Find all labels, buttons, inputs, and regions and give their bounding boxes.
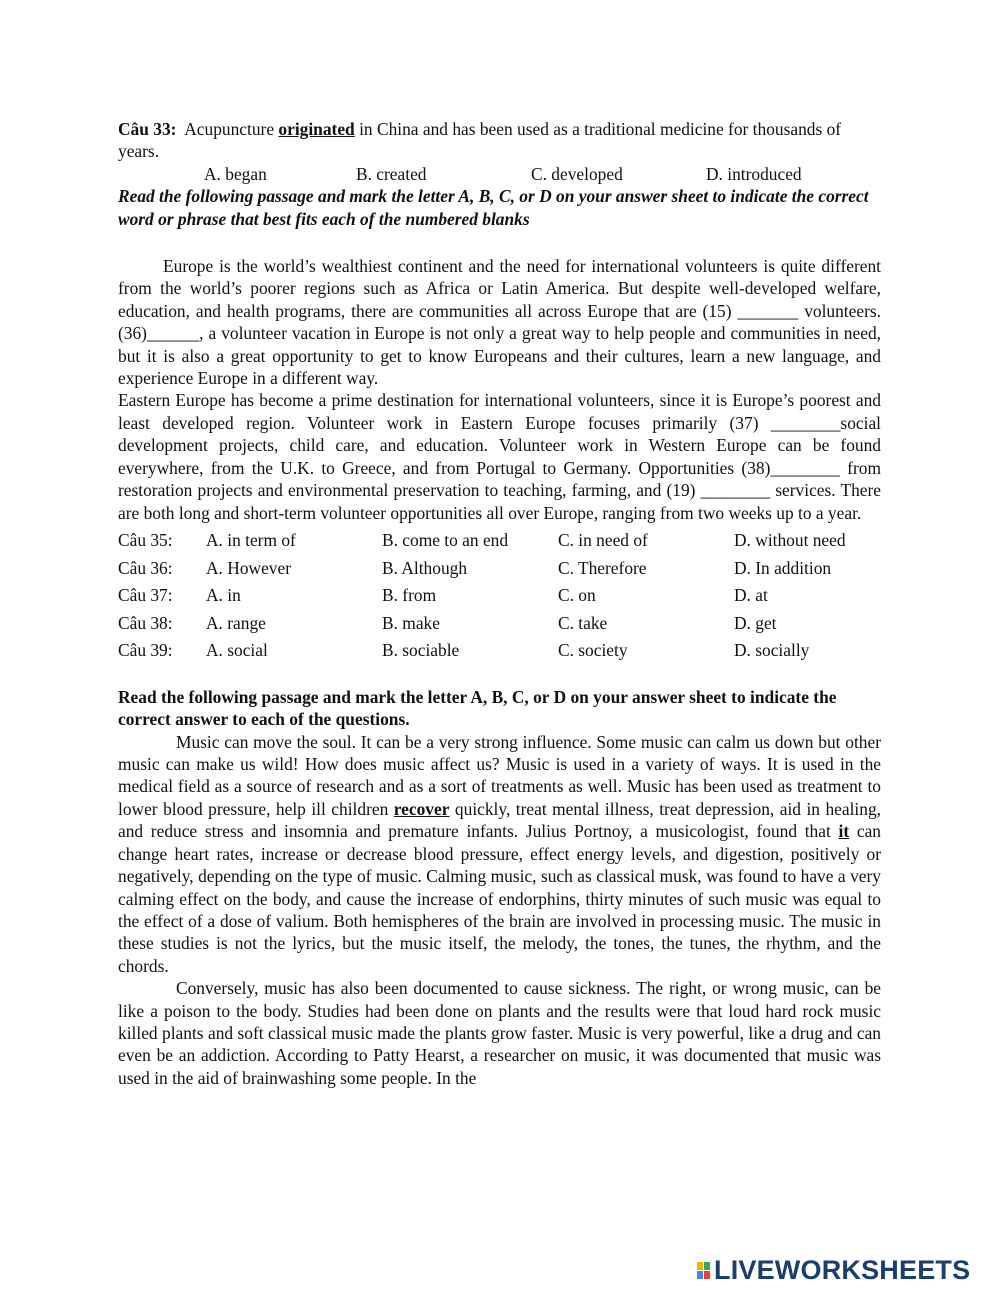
liveworksheets-logo [697,1253,970,1287]
question-35-option-a[interactable]: A. in term of [206,530,296,551]
question-35-option-d[interactable]: D. without need [734,530,846,551]
question-row-37 [118,582,846,609]
question-39-option-c[interactable]: C. society [558,639,628,660]
question-33-option-c[interactable]: C. developed [531,163,623,184]
question-35-label: Câu 35: [118,530,173,551]
question-33 [118,118,881,163]
question-38-option-c[interactable]: C. take [558,612,608,633]
question-36-label: Câu 36: [118,557,173,578]
spacer [118,230,881,255]
question-33-label: Câu 33: [118,119,177,139]
question-38-option-a[interactable]: A. range [206,612,266,633]
cloze-questions-table [118,527,846,664]
question-36-option-d[interactable]: D. In addition [734,557,832,578]
logo-mark-tile [704,1262,710,1270]
question-37-option-b[interactable]: B. from [382,585,437,606]
question-39-option-b[interactable]: B. sociable [382,639,460,660]
question-33-option-b[interactable]: B. created [356,163,427,184]
question-36-option-c[interactable]: C. Therefore [558,557,647,578]
passage-2-text: quickly, treat mental illness, treat depression, aid in healing, and reduce stress and insomnia and premature infants. Julius Portnoy, a musicologist, found that [118,798,881,842]
question-35-option-c[interactable]: C. in need of [558,530,648,551]
question-36-option-b[interactable]: B. Although [382,557,468,578]
question-row-38 [118,609,846,636]
worksheet-page [118,118,881,1089]
logo-mark-tile [697,1271,703,1279]
question-33-text-after: in China and has been used as a traditional medicine for thousands of years. [118,119,842,162]
question-38-option-d[interactable]: D. get [734,612,777,633]
question-row-35 [118,527,846,554]
question-36-option-a[interactable]: A. However [206,557,291,578]
question-33-option-d[interactable]: D. introduced [706,163,802,184]
question-37-option-c[interactable]: C. on [558,585,596,606]
question-38-label: Câu 38: [118,612,173,633]
spacer [118,664,881,686]
question-33-option-a[interactable]: A. began [204,163,267,184]
instruction-reading: Read the following passage and mark the letter A, B, C, or D on your answer sheet to indicate the correct answer to each of the questions. [118,686,837,730]
question-39-option-d[interactable]: D. socially [734,639,810,660]
question-37-option-a[interactable]: A. in [206,585,241,606]
passage-1-paragraph-1: Europe is the world’s wealthiest continent and the need for international volunteers is quite different from the world’s poorer regions such as Africa or Latin America. But despite well-developed welfare, education, and health programs, there are communities all across Europe that are (15) _______ volunteers. (36)______, a volunteer vacation in Europe is not only a great way to help people and communities in need, but it is also a great opportunity to get to know Europeans and their cultures, learn a new language, and experience Europe in a different way. [118,256,881,389]
passage-2-keyword-it: it [838,821,850,842]
passage-1-paragraph-2: Eastern Europe has become a prime destination for international volunteers, since it is Europe’s poorest and least developed region. Volunteer work in Eastern Europe focuses primarily (37) ________social development projects, child care, and education. Volunteer work in Western Europe can be found everywhere, from the U.K. to Greece, and from Portugal to Germany. Opportunities (38)________ from restoration projects and environmental preservation to teaching, farming, and (19) ________ services. There are both long and short-term volunteer opportunities all over Europe, ranging from two weeks up to a year. [118,390,881,523]
question-row-36 [118,554,846,581]
instruction-cloze: Read the following passage and mark the letter A, B, C, or D on your answer sheet to indicate the correct word or phrase that best fits each of the numbered blanks [118,186,869,229]
logo-mark-tile [697,1262,703,1270]
question-33-options [118,163,881,185]
logo-mark-tile [704,1271,710,1279]
question-35-option-b[interactable]: B. come to an end [382,530,509,551]
question-37-label: Câu 37: [118,585,173,606]
passage-2-paragraph-2: Conversely, music has also been documented to cause sickness. The right, or wrong music, can be like a poison to the body. Studies had been done on plants and the results were that loud hard rock music killed plants and soft classical music made the plants grow faster. Music is very powerful, like a drug and can even be an addiction. According to Patty Hearst, a researcher on music, it was documented that music was used in the aid of brainwashing some people. In the [118,978,881,1088]
liveworksheets-logo-text: LIVEWORKSHEETS [714,1254,971,1285]
liveworksheets-logo-icon [697,1262,710,1279]
passage-2-paragraph-1 [118,731,881,977]
question-row-39 [118,636,846,663]
passage-2-text: Music can move the soul. It can be a very strong influence. Some music can calm us down but other music can make us wild! How does music affect us? Music is used in a variety of ways. It is used in the medical field as a source of research and as a sort of treatments as well. Music has been used as treatment to lower blood pressure, help ill children [118,731,881,819]
question-33-keyword: originated [278,119,355,139]
question-39-option-a[interactable]: A. social [206,639,268,660]
question-33-text-before: Acupuncture [184,119,275,139]
question-38-option-b[interactable]: B. make [382,612,440,633]
passage-2-text: can change heart rates, increase or decrease blood pressure, effect energy levels, and digestion, positively or negatively, depending on the type of music. Calming music, such as classical musk, was found to have a very calming effect on the body, and cause the increase of endorphins, thirty minutes of such music was equal to the effect of a dose of valium. Both hemispheres of the brain are involved in processing music. The music in these studies is not the lyrics, but the music itself, the melody, the tones, the tunes, the rhythm, and the chords. [118,821,881,976]
passage-2-keyword-recover: recover [393,798,450,819]
question-39-label: Câu 39: [118,639,173,660]
question-37-option-d[interactable]: D. at [734,585,768,606]
